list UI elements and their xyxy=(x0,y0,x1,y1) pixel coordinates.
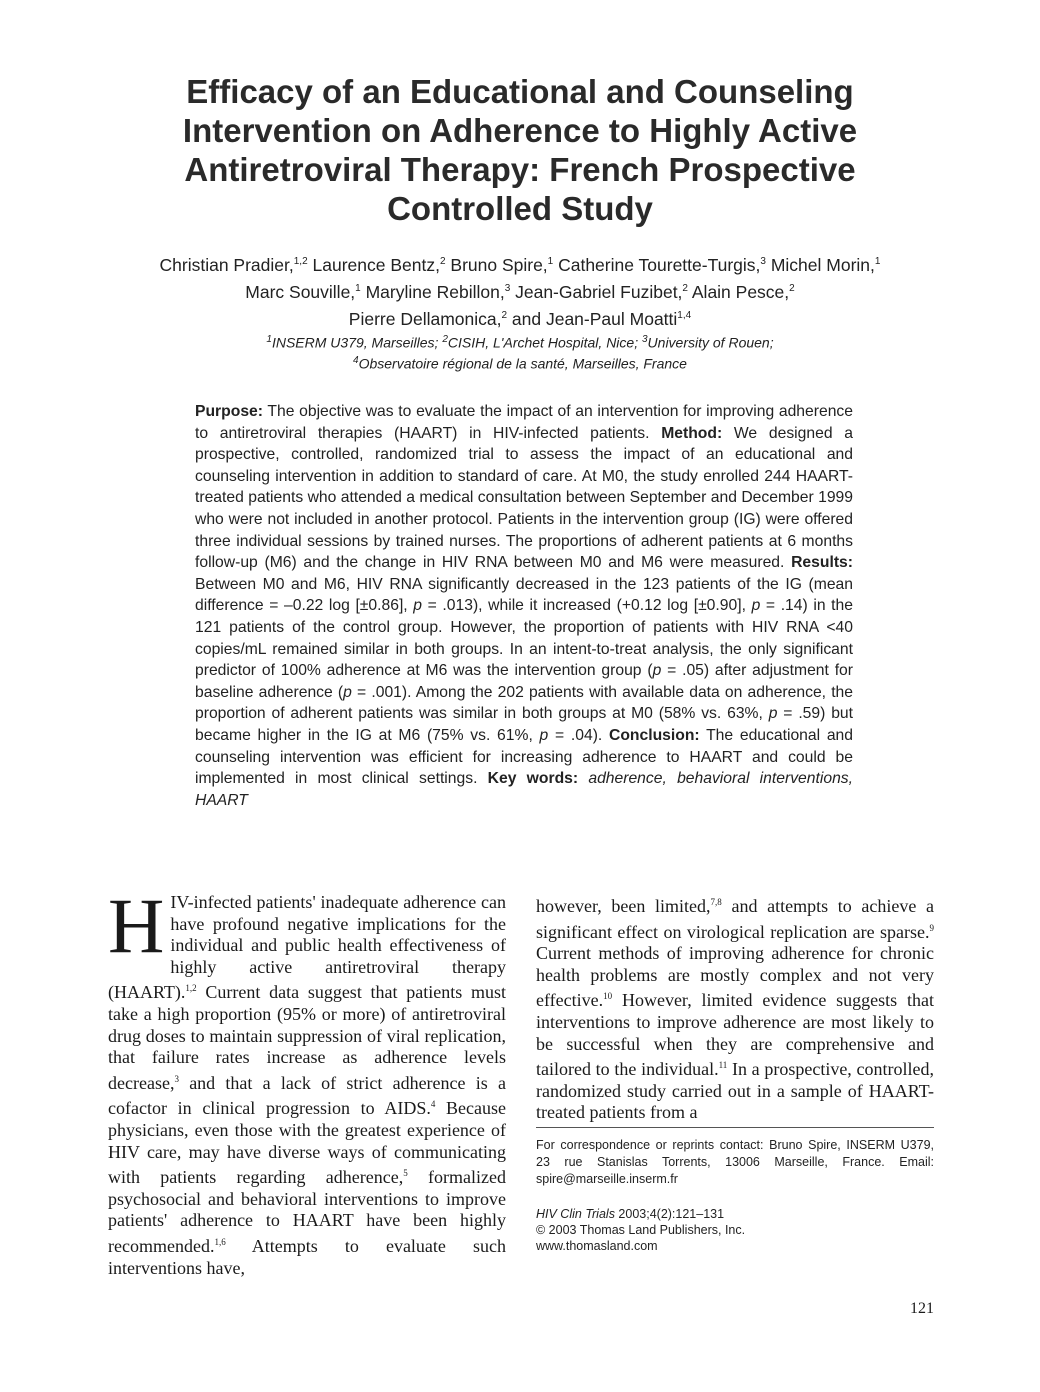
reference-marker: 5 xyxy=(403,1168,408,1179)
reference-marker: 1,2 xyxy=(185,983,197,994)
author-name: Pierre Dellamonica, xyxy=(348,308,502,329)
affil-marker: 1,2 xyxy=(293,256,308,267)
author-name: and Jean-Paul Moatti xyxy=(507,308,678,329)
author-line xyxy=(80,304,960,331)
drop-cap: H xyxy=(108,882,165,969)
abstract-purpose-label: Purpose: xyxy=(195,403,263,420)
p-value-symbol: p xyxy=(343,683,352,701)
title-line: Controlled Study xyxy=(387,190,653,227)
correspondence-note: For correspondence or reprints contact: Bruno Spire, INSERM U379, 23 rue Stanislas Torrents, 13006 Marseille, France. Email: spire@marseille.inserm.fr xyxy=(536,1138,934,1186)
affil-marker: 1 xyxy=(355,282,361,294)
reference-marker: 11 xyxy=(718,1060,728,1071)
body-text: Attempts to evaluate such interventions have, xyxy=(108,1235,506,1278)
body-text: In a prospective, controlled, randomized study carried out in a sample of HAART-treated patients from a xyxy=(536,1059,934,1123)
reference-marker: 4 xyxy=(430,1099,436,1110)
affiliation-text: Observatoire régional de la santé, Marseilles, France xyxy=(358,355,687,372)
body-text: Current data suggest that patients must take a high proportion (95% or more) of antiretroviral drug doses to maintain suppression of viral replication, that failure rates increase as adherence levels decrease, xyxy=(108,982,506,1093)
citation-line xyxy=(536,1206,934,1222)
body-column-right xyxy=(536,892,934,1124)
journal-name: HIV Clin Trials xyxy=(536,1207,615,1221)
affil-marker: 3 xyxy=(641,334,648,345)
abstract-conclusion-label: Conclusion: xyxy=(609,726,700,744)
affiliation-text: CISIH, L'Archet Hospital, Nice; xyxy=(447,334,642,351)
abstract-results-text: = .013), while it increased (+0.12 log [±0.90], xyxy=(422,597,752,615)
abstract xyxy=(195,401,853,811)
author-name: Bruno Spire, xyxy=(445,254,548,275)
author-list xyxy=(80,250,960,330)
publisher-website: www.thomasland.com xyxy=(536,1239,658,1253)
abstract-purpose-text: The objective was to evaluate the impact of an intervention for improving adherence to antiretroviral therapies (HAART) in HIV-infected patients. xyxy=(195,403,853,442)
affil-marker: 3 xyxy=(760,256,766,267)
author-line xyxy=(80,250,960,277)
p-value-symbol: p xyxy=(768,705,778,723)
p-value-symbol: p xyxy=(652,662,662,680)
affil-marker: 1 xyxy=(266,334,272,345)
reference-marker: 1,6 xyxy=(214,1236,226,1247)
page-number: 121 xyxy=(910,1300,934,1317)
affiliation-line xyxy=(120,331,920,352)
abstract-method-text: We designed a prospective, controlled, randomized trial to assess the impact of an educational and counseling intervention in addition to standard of care. At M0, the study enrolled 244 HAART-treated patients who attended a medical consultation between September and December 1999 who were not included in another protocol. Patients in the intervention group (IG) were offered three individual sessions by trained nurses. The proportions of adherent patients at 6 months follow-up (M6) and the change in HIV RNA between M0 and M6 were measured. xyxy=(195,424,853,572)
author-name: Alain Pesce, xyxy=(687,281,790,302)
p-value-symbol: p xyxy=(413,597,423,615)
reference-marker: 10 xyxy=(603,991,613,1002)
title-line: Intervention on Adherence to Highly Active xyxy=(182,112,858,149)
affil-marker: 2 xyxy=(442,334,448,345)
keywords-label: Key words: xyxy=(487,770,579,788)
author-line xyxy=(80,277,960,304)
body-text: and that a lack of strict adherence is a cofactor in clinical progression to AIDS. xyxy=(108,1072,506,1119)
author-name: Laurence Bentz, xyxy=(307,254,440,275)
affil-marker: 2 xyxy=(501,309,508,321)
abstract-results-text: = .14) in the 121 patients of the control group. However, the proportion of patients with HIV RNA <40 copies/mL remained similar in both groups. In an intent-to-treat analysis, the only significant predictor of 100% adherence at M6 was the intervention group ( xyxy=(195,597,853,680)
affil-marker: 1,4 xyxy=(677,309,692,321)
author-name: Michel Morin, xyxy=(765,254,875,275)
affiliations xyxy=(120,331,920,372)
copyright-line: © 2003 Thomas Land Publishers, Inc. xyxy=(536,1223,746,1237)
reference-marker: 7,8 xyxy=(710,897,722,907)
keywords-text: adherence, behavioral interventions, HAART xyxy=(195,770,853,809)
abstract-results-text: = .05) after adjustment for baseline adherence ( xyxy=(195,662,853,701)
body-text: formalized psychosocial and behavioral interventions to improve patients' adherence to HAART have been highly recommended. xyxy=(108,1167,506,1256)
abstract-results-text: = .04). xyxy=(548,726,610,744)
body-text: IV-infected patients' inadequate adherence can have profound negative implications for the individual and public health effectiveness of highly active antiretroviral therapy (HAART). xyxy=(108,892,506,1003)
p-value-symbol: p xyxy=(539,726,549,744)
title-line: Antiretroviral Therapy: French Prospective xyxy=(184,151,856,188)
citation-block xyxy=(536,1206,934,1254)
reference-marker: 9 xyxy=(929,922,934,933)
body-text: However, limited evidence suggests that interventions to improve adherence are most likely to be successful when they are comprehensive and tailored to the individual. xyxy=(536,990,934,1080)
author-name: Maryline Rebillon, xyxy=(360,281,505,302)
affiliation-text: INSERM U379, Marseilles; xyxy=(271,334,443,351)
affiliation-text: University of Rouen; xyxy=(647,334,774,351)
affiliation-line xyxy=(120,352,920,373)
abstract-results-label: Results: xyxy=(791,554,853,572)
affil-marker: 3 xyxy=(504,282,511,294)
body-text: and attempts to achieve a significant effect on virological replication are sparse. xyxy=(536,896,934,942)
affil-marker: 2 xyxy=(789,282,795,294)
affil-marker: 1 xyxy=(874,256,881,267)
body-text: however, been limited, xyxy=(536,896,711,916)
footnote-divider xyxy=(536,1127,934,1128)
body-text: Because physicians, even those with the greatest experience of HIV care, may have diverse ways of communicating with patients regarding adherence, xyxy=(108,1098,506,1188)
abstract-method-label: Method: xyxy=(661,424,723,442)
abstract-conclusion-text: The educational and counseling intervention was efficient for increasing adherence to HAART and could be implemented in most clinical settings. xyxy=(195,726,853,788)
author-name: Marc Souville, xyxy=(245,281,356,302)
affil-marker: 2 xyxy=(682,282,688,294)
p-value-symbol: p xyxy=(751,597,761,615)
affil-marker: 2 xyxy=(439,256,446,267)
body-column-left xyxy=(108,882,506,1279)
journal-volume: 2003;4(2):121–131 xyxy=(614,1207,725,1221)
body-text: Current methods of improving adherence for chronic health problems are mostly complex and not very effective. xyxy=(536,943,934,1011)
author-name: Christian Pradier, xyxy=(159,254,294,275)
reference-marker: 3 xyxy=(174,1073,179,1084)
article-title xyxy=(110,72,930,228)
abstract-results-text: Between M0 and M6, HIV RNA significantly decreased in the 123 patients of the IG (mean difference = –0.22 log [±0.86], xyxy=(195,575,853,615)
title-line: Efficacy of an Educational and Counseling xyxy=(186,73,854,110)
affil-marker: 1 xyxy=(547,256,554,267)
author-name: Catherine Tourette-Turgis, xyxy=(553,254,761,275)
author-name: Jean-Gabriel Fuzibet, xyxy=(510,281,683,302)
abstract-results-text: = .001). Among the 202 patients with available data on adherence, the proportion of adherent patients was similar in both groups at M0 (58% vs. 63%, xyxy=(195,683,853,723)
abstract-results-text: = .59) but became higher in the IG at M6 (75% vs. 61%, xyxy=(195,705,854,744)
affil-marker: 4 xyxy=(353,354,359,366)
